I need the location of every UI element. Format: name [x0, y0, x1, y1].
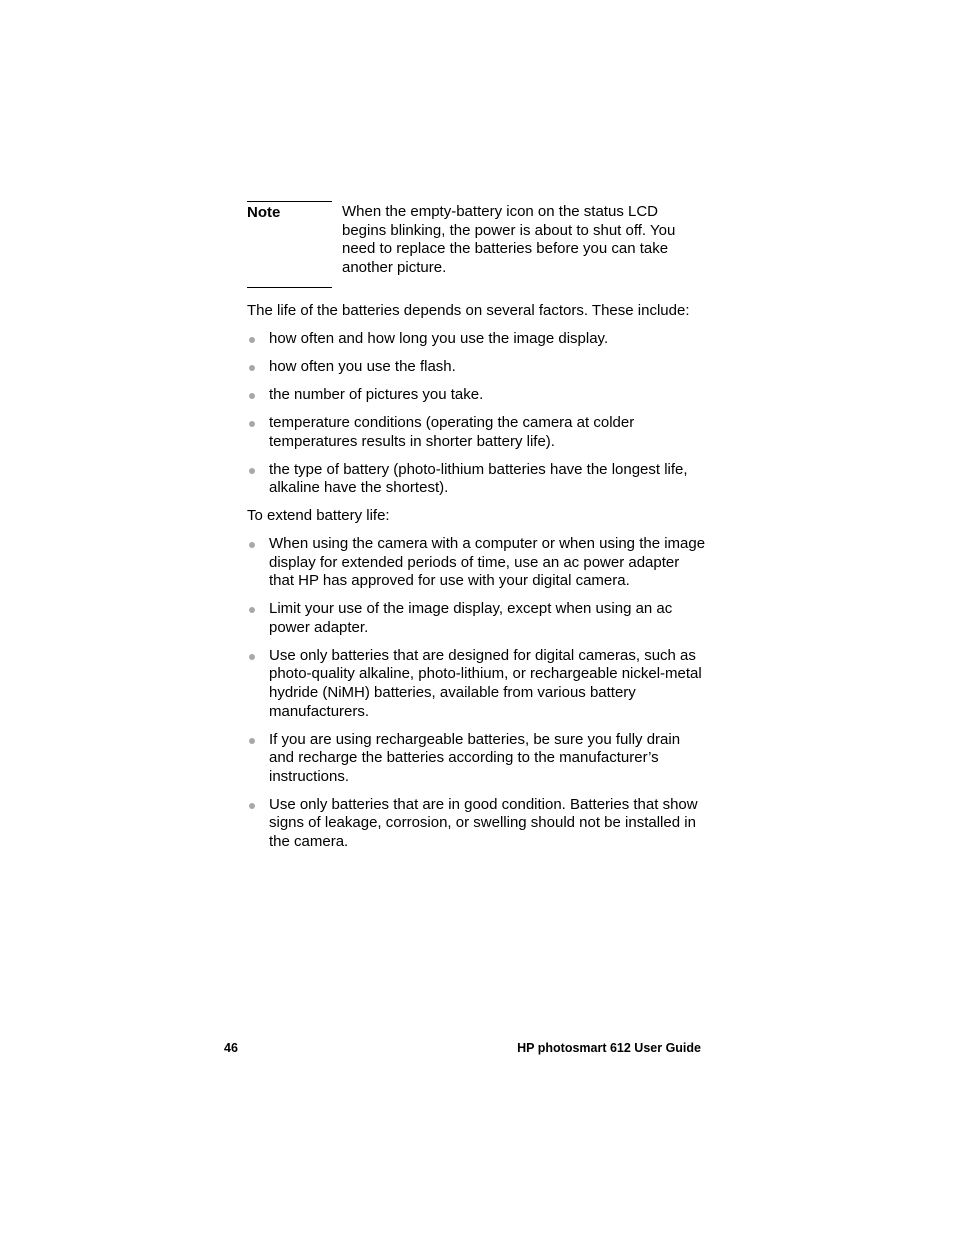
list-item-text: When using the camera with a computer or when using the image display for extended periods of time, use an ac power adapter that HP has approved for use with your digital camera. — [269, 535, 706, 590]
bullet-icon — [249, 738, 255, 744]
bullet-icon — [249, 421, 255, 427]
list-item — [247, 796, 707, 852]
list-item-text: Limit your use of the image display, except when using an ac power adapter. — [269, 600, 673, 636]
list-item-text: Use only batteries that are designed for digital cameras, such as photo-quality alkaline, photo-lithium, or rechargeable nickel-metal hydride (NiMH) batteries, available from various battery manufacturers. — [269, 646, 702, 720]
list-item — [247, 647, 707, 721]
bullet-icon — [249, 337, 255, 343]
list-item-text: how often you use the flash. — [269, 357, 456, 375]
bullet-icon — [249, 365, 255, 371]
note-rule-bottom — [247, 287, 332, 288]
intro-paragraph: The life of the batteries depends on several factors. These include: — [247, 302, 690, 319]
list-item — [247, 600, 707, 637]
note-label: Note — [247, 204, 281, 221]
note-text: When the empty-battery icon on the status LCD begins blinking, the power is about to shut off. You need to replace the batteries before you can take another picture. — [342, 203, 676, 276]
list-item — [247, 731, 707, 787]
bullet-icon — [249, 468, 255, 474]
list-item — [247, 358, 707, 377]
factors-list — [247, 330, 707, 498]
footer-guide-title: HP photosmart 612 User Guide — [517, 1041, 701, 1055]
list-item — [247, 414, 707, 451]
list-item — [247, 535, 707, 591]
list-item-text: If you are using rechargeable batteries, be sure you fully drain and recharge the batteries according to the manufacturer’s instructions. — [269, 730, 681, 785]
bullet-icon — [249, 607, 255, 613]
list-item — [247, 386, 707, 405]
list-item-text: Use only batteries that are in good condition. Batteries that show signs of leakage, corrosion, or swelling should not be installed in the camera. — [269, 795, 698, 850]
list-item-text: the type of battery (photo-lithium batteries have the longest life, alkaline have the shortest). — [269, 460, 688, 497]
list-item-text: temperature conditions (operating the camera at colder temperatures results in shorter battery life). — [269, 413, 635, 450]
bullet-icon — [249, 393, 255, 399]
bullet-icon — [249, 803, 255, 809]
list-item — [247, 461, 707, 498]
footer-page-number: 46 — [224, 1041, 238, 1055]
bullet-icon — [249, 542, 255, 548]
list-item-text: the number of pictures you take. — [269, 385, 484, 403]
tips-list — [247, 535, 707, 851]
extend-heading: To extend battery life: — [247, 507, 390, 525]
bullet-icon — [249, 654, 255, 660]
body-column — [247, 302, 707, 861]
list-item — [247, 330, 707, 349]
list-item-text: how often and how long you use the image display. — [269, 329, 609, 347]
note-rule-top — [247, 201, 332, 202]
